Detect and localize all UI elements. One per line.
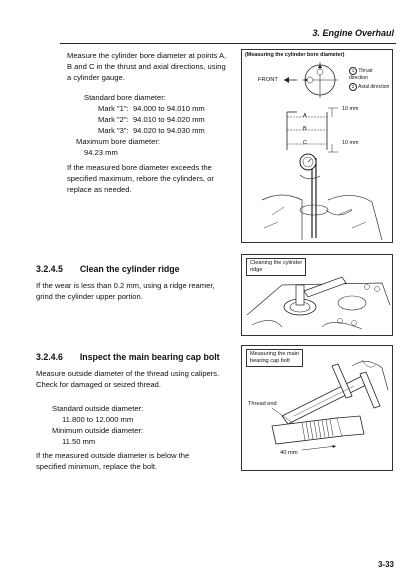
bolt-note [36, 450, 236, 472]
bore-mark-value: 94.010 to 94.020 mm [132, 115, 205, 124]
bolt-fig-caption [246, 349, 303, 367]
thread-end-label: Thread end [248, 401, 277, 407]
point-b-label: B [303, 126, 307, 132]
bore-std-label: Standard bore diameter: [84, 93, 166, 102]
bore-mark-row [84, 114, 244, 125]
bore-max-value: 94.23 mm [84, 148, 118, 157]
bolt-std-value: 11.800 to 12.000 mm [62, 415, 134, 424]
circle-2-icon: 2 [349, 83, 357, 91]
section-number: 3.2.4.5 [36, 264, 63, 274]
figure-bore-measurement [241, 49, 393, 243]
bolt-caption-line: bearing cap bolt [250, 358, 290, 364]
bore-intro [67, 50, 232, 83]
bore-intro-line: Measure the cylinder bore diameter at points A, [67, 51, 227, 60]
front-label: FRONT [258, 77, 278, 83]
bore-max-label: Maximum bore diameter: [76, 137, 160, 146]
bolt-std-label: Standard outside diameter: [52, 404, 144, 413]
bore-mark-label: Mark "1": [98, 104, 129, 113]
bore-note-line: specified maximum, rebore the cylinders, or [67, 174, 214, 183]
ridge-caption-line: ridge [250, 267, 263, 273]
bore-note [67, 162, 235, 195]
bore-mark-row [84, 125, 244, 136]
section-title: Clean the cylinder ridge [79, 264, 180, 274]
top-offset-label: 10 mm [342, 106, 359, 112]
bore-mark-row [84, 103, 244, 114]
bore-mark-value: 94.000 to 94.010 mm [132, 104, 205, 113]
point-a-label: A [303, 113, 307, 119]
bolt-body-line: Check for damaged or seized thread. [36, 380, 161, 389]
axial-direction-label: Axial direction [358, 84, 390, 90]
section-number: 3.2.4.6 [36, 352, 63, 362]
bore-mark-label: Mark "2": [98, 115, 129, 124]
ridge-fig-caption [246, 258, 306, 276]
circle-1-icon: 1 [349, 67, 357, 75]
thrust-direction-label: Thrust direction [349, 68, 373, 81]
bolt-min-label: Minimum outside diameter: [52, 426, 144, 435]
bore-spec-block [76, 92, 244, 158]
page-header-title: 3. Engine Overhaul [312, 28, 394, 38]
figure-bolt-measurement [241, 345, 393, 471]
bolt-note-line: specified minimum, replace the bolt. [36, 462, 158, 471]
ridge-body-line: If the wear is less than 0.2 mm, using a ridge reamer, [36, 281, 215, 290]
section-title: Inspect the main bearing cap bolt [79, 352, 220, 362]
ridge-body [36, 280, 236, 302]
bolt-length-label: 40 mm [280, 450, 298, 456]
page-number: 3-33 [377, 560, 394, 569]
figure-cleaning-ridge [241, 254, 393, 336]
thrust-direction-row [349, 67, 392, 81]
bore-intro-line: a cylinder gauge. [67, 73, 125, 82]
bore-fig-caption: (Measuring the cylinder bore diameter) [245, 52, 345, 58]
bolt-body-line: Measure outside diameter of the thread using calipers. [36, 369, 220, 378]
ridge-caption-line: Cleaning the cylinder [250, 260, 303, 266]
header-rule [60, 43, 396, 44]
bottom-offset-label: 10 mm [342, 140, 359, 146]
section-heading-bolt [36, 352, 220, 362]
bolt-note-line: If the measured outside diameter is below the [36, 451, 190, 460]
ridge-body-line: grind the cylinder upper portion. [36, 292, 143, 301]
point-c-label: C [303, 140, 308, 146]
bolt-min-value: 11.50 mm [62, 437, 96, 446]
axial-direction-row [349, 83, 389, 91]
bolt-body [36, 368, 241, 390]
bore-mark-value: 94.020 to 94.030 mm [132, 126, 205, 135]
bore-intro-line: B and C in the thrust and axial directions, using [67, 62, 226, 71]
bore-mark-label: Mark "3": [98, 126, 129, 135]
bolt-caption-line: Measuring the main [250, 351, 300, 357]
bore-note-line: If the measured bore diameter exceeds the [67, 163, 212, 172]
bolt-spec-block [52, 403, 222, 447]
bore-note-line: replace as needed. [67, 185, 132, 194]
section-heading-ridge [36, 264, 180, 274]
